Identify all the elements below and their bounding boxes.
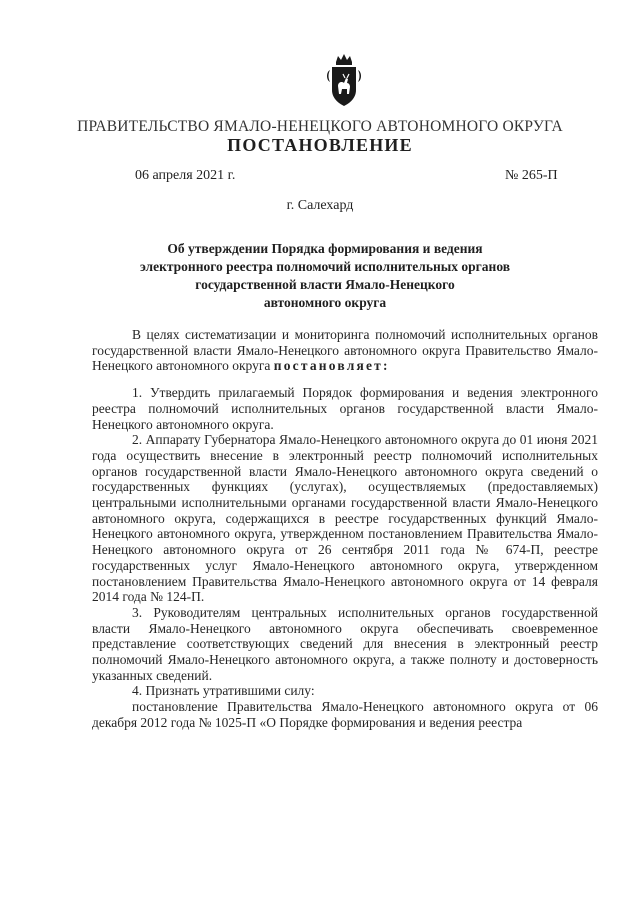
document-type: ПОСТАНОВЛЕНИЕ xyxy=(227,135,413,155)
document-title xyxy=(120,240,530,312)
document-date: 06 апреля 2021 г. xyxy=(135,168,236,183)
paragraph-4: 4. Признать утратившими силу: xyxy=(132,683,315,699)
title-line: Об утверждении Порядка формирования и ведения xyxy=(167,241,483,256)
paragraph-1: 1. Утвердить прилагаемый Порядок формирования и ведения электронного реестра полномочий исполнительных органов государственной власти Ямало-Ненецкого автономного округа. xyxy=(92,385,598,432)
title-line: электронного реестра полномочий исполнительных органов xyxy=(139,259,511,274)
organization-name: ПРАВИТЕЛЬСТВО ЯМАЛО-НЕНЕЦКОГО АВТОНОМНОГО ОКРУГА xyxy=(77,118,563,135)
document-city: г. Салехард xyxy=(286,198,354,213)
document-body xyxy=(92,327,598,731)
preamble-text: В целях систематизации и мониторинга полномочий исполнительных органов государственной власти Ямало-Ненецкого автономного округа Правительство Ямало-Ненецкого автономного округа xyxy=(92,327,598,374)
title-line: автономного округа xyxy=(263,295,387,310)
paragraph-3: 3. Руководителям центральных исполнительных органов государственной власти Ямало-Ненецкого автономного округа обеспечивать своевременное представление соответствующих сведений для внесения в электронный реестр полномочий Ямало-Ненецкого автономного округа, а также полноту и достоверность указанных сведений. xyxy=(92,604,598,683)
title-line: государственной власти Ямало-Ненецкого xyxy=(195,277,455,292)
document-number: № 265-П xyxy=(505,168,558,183)
coat-of-arms-emblem xyxy=(322,52,366,108)
preamble-paragraph xyxy=(92,327,598,374)
paragraph-4-item: постановление Правительства Ямало-Ненецкого автономного округа от 06 декабря 2012 года № 1025-П «О Порядке формирования и ведения реестра xyxy=(92,699,598,730)
paragraph-2: 2. Аппарату Губернатора Ямало-Ненецкого автономного округа до 01 июня 2021 года осуществить внесение в электронный реестр полномочий исполнительных органов государственной власти Ямало-Ненецкого автономного округа сведений о государственных функциях (услугах), осуществляемых (предоставляемых) центральными исполнительными органами государственной власти Ямало-Ненецкого автономного округа, содержащихся в реестре государственных функций Ямало-Ненецкого автономного округа, утвержденном постановлением Правительства Ямало-Ненецкого автономного округа от 26 сентября 2011 года № 674-П, реестре государственных услуг Ямало-Ненецкого автономного округа, утвержденном постановлением Правительства Ямало-Ненецкого автономного округа от 14 февраля 2014 года № 124-П. xyxy=(92,432,598,605)
resolution-word: постановляет: xyxy=(273,358,390,374)
